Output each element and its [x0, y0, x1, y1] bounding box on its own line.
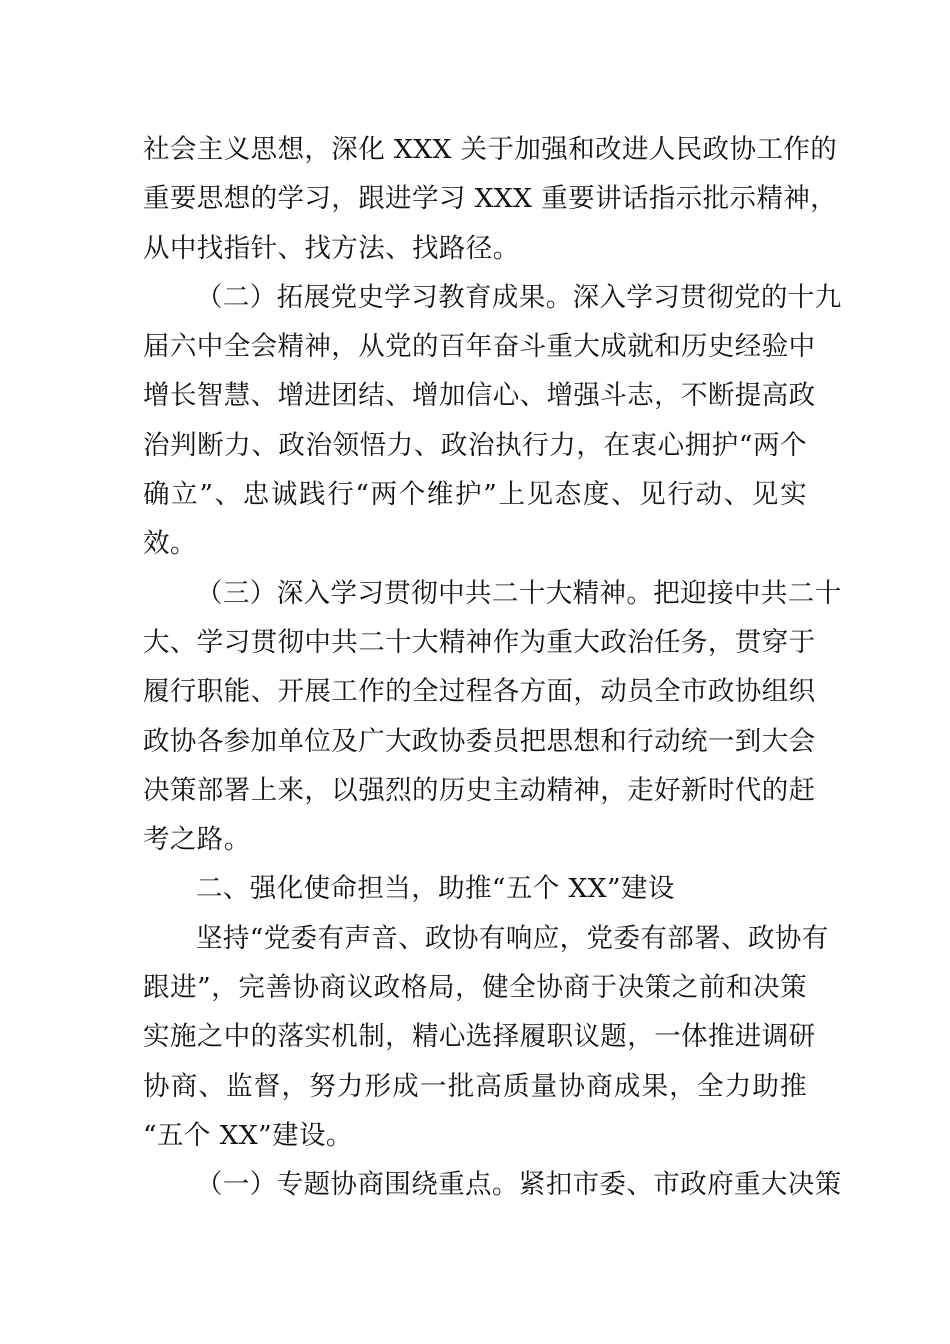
document-body: [143, 125, 842, 1210]
text-line: （三）深入学习贯彻中共二十大精神。把迎接中共二十: [196, 577, 842, 609]
text-line: 跟进”，完善协商议政格局，健全协商于决策之前和决策: [143, 972, 807, 1004]
text-line: 坚持“党委有声音、政协有响应，党委有部署、政协有: [196, 922, 829, 954]
text-line: 协商、监督，努力形成一批高质量协商成果，全力助推: [143, 1070, 807, 1102]
text-line: 政协各参加单位及广大政协委员把思想和行动统一到大会: [143, 725, 816, 757]
text-line: 决策部署上来，以强烈的历史主动精神，走好新时代的赶: [143, 774, 816, 806]
text-line: 二、强化使命担当，助推“五个 XX”建设: [196, 873, 675, 905]
paragraph-6: [143, 1160, 842, 1209]
text-line: 届六中全会精神，从党的百年奋斗重大成就和历史经验中: [143, 331, 816, 363]
section-heading: [143, 864, 807, 913]
paragraph-5: [143, 914, 829, 1160]
text-line: 效。: [143, 528, 197, 560]
text-line: 考之路。: [143, 824, 251, 856]
text-line: “五个 XX”建设。: [143, 1119, 353, 1151]
text-line: 治判断力、政治领悟力、政治执行力，在衷心拥护“两个: [143, 429, 807, 461]
text-line: 大、学习贯彻中共二十大精神作为重大政治任务，贯穿于: [143, 626, 816, 658]
paragraph-1: [143, 125, 838, 273]
text-line: 社会主义思想，深化 XXX 关于加强和改进人民政协工作的: [143, 134, 838, 165]
text-line: 履行职能、开展工作的全过程各方面，动员全市政协组织: [143, 676, 816, 708]
text-line: 从中找指针、找方法、找路径。: [143, 232, 520, 264]
paragraph-2: [143, 273, 842, 569]
text-line: 确立”、忠诚践行“两个维护”上见态度、见行动、见实: [143, 479, 807, 511]
text-line: 重要思想的学习，跟进学习 XXX 重要讲话指示批示精神，: [143, 183, 838, 215]
text-line: （一）专题协商围绕重点。紧扣市委、市政府重大决策: [196, 1169, 842, 1201]
text-line: 实施之中的落实机制，精心选择履职议题，一体推进调研: [143, 1021, 816, 1053]
text-line: （二）拓展党史学习教育成果。深入学习贯彻党的十九: [196, 281, 842, 313]
paragraph-3: [143, 569, 842, 865]
text-line: 增长智慧、增进团结、增加信心、增强斗志，不断提高政: [143, 380, 816, 412]
